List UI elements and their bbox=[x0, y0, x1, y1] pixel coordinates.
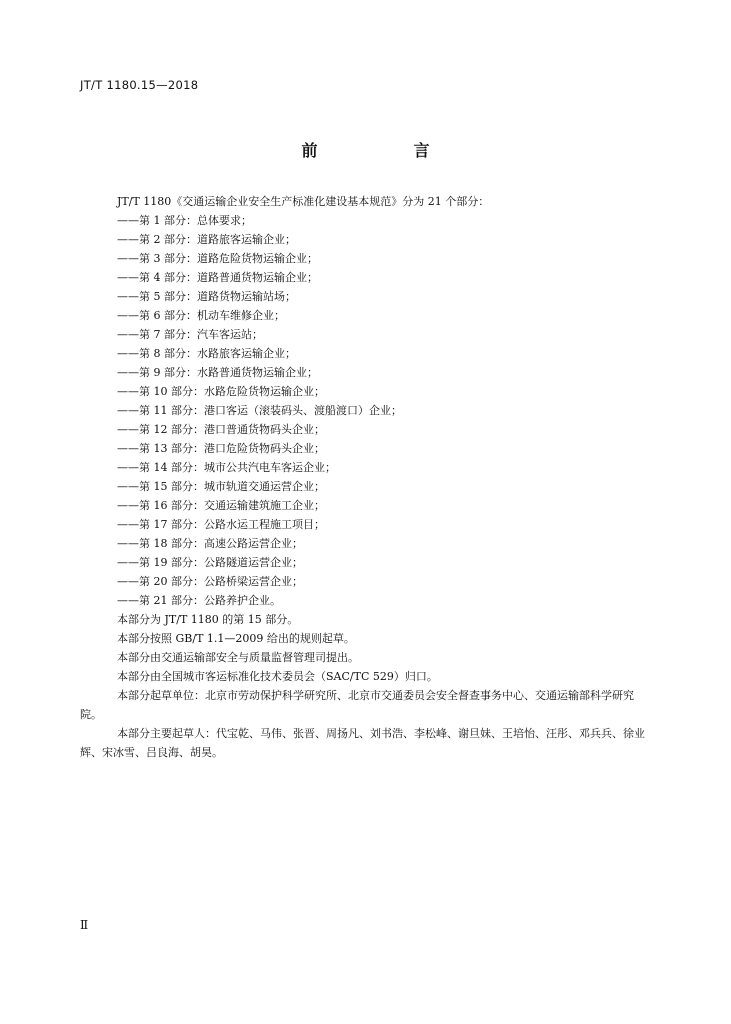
part-list-item: ——第 6 部分：机动车维修企业； bbox=[117, 309, 285, 322]
body-paragraph: 本部分起草单位：北京市劳动保护科学研究所、北京市交通委员会安全督查事务中心、交通运输部科学研究院。 bbox=[80, 689, 634, 721]
part-list-item: ——第 1 部分：总体要求； bbox=[117, 214, 252, 227]
part-list-item: ——第 7 部分：汽车客运站； bbox=[117, 328, 263, 341]
part-list-item: ——第 15 部分：城市轨道交通运营企业； bbox=[117, 480, 325, 493]
part-list-item: ——第 11 部分：港口客运（滚装码头、渡船渡口）企业； bbox=[117, 404, 402, 417]
part-list-item: ——第 13 部分：港口危险货物码头企业； bbox=[117, 442, 325, 455]
part-list-item: ——第 10 部分：水路危险货物运输企业； bbox=[117, 385, 325, 398]
page-number: Ⅱ bbox=[80, 918, 89, 932]
part-list-item: ——第 14 部分：城市公共汽电车客运企业； bbox=[117, 461, 336, 474]
part-list-item: ——第 4 部分：道路普通货物运输企业； bbox=[117, 271, 318, 284]
part-list-item: ——第 17 部分：公路水运工程施工项目； bbox=[117, 518, 325, 531]
part-list-item: ——第 9 部分：水路普通货物运输企业； bbox=[117, 366, 318, 379]
part-list-item: ——第 3 部分：道路危险货物运输企业； bbox=[117, 252, 318, 265]
body-paragraph: 本部分由交通运输部安全与质量监督管理司提出。 bbox=[117, 651, 359, 664]
document-body bbox=[80, 192, 650, 762]
part-list-item: ——第 8 部分：水路旅客运输企业； bbox=[117, 347, 296, 360]
paragraph-list bbox=[80, 610, 650, 762]
part-list-item: ——第 12 部分：港口普通货物码头企业； bbox=[117, 423, 325, 436]
part-list-item: ——第 21 部分：公路养护企业。 bbox=[117, 594, 281, 607]
part-list-item: ——第 18 部分：高速公路运营企业； bbox=[117, 537, 303, 550]
body-paragraph: 本部分按照 GB/T 1.1—2009 给出的规则起草。 bbox=[117, 632, 355, 645]
intro-text: JT/T 1180《交通运输企业安全生产标准化建设基本规范》分为 21 个部分： bbox=[117, 195, 490, 208]
body-paragraph: 本部分主要起草人：代宝乾、马伟、张晋、周扬凡、刘书浩、李松峰、谢旦妹、王培怡、汪彤、邓兵兵、徐业辉、宋冰雪、吕良海、胡昊。 bbox=[80, 727, 645, 759]
page-title: 前 言 bbox=[301, 141, 470, 160]
part-list-item: ——第 2 部分：道路旅客运输企业； bbox=[117, 233, 296, 246]
parts-list bbox=[80, 211, 650, 610]
body-paragraph: 本部分由全国城市客运标准化技术委员会（SAC/TC 529）归口。 bbox=[117, 670, 438, 683]
part-list-item: ——第 19 部分：公路隧道运营企业； bbox=[117, 556, 303, 569]
body-paragraph: 本部分为 JT/T 1180 的第 15 部分。 bbox=[117, 613, 299, 626]
part-list-item: ——第 16 部分：交通运输建筑施工企业； bbox=[117, 499, 325, 512]
standard-code: JT/T 1180.15—2018 bbox=[80, 78, 199, 92]
part-list-item: ——第 5 部分：道路货物运输站场； bbox=[117, 290, 296, 303]
part-list-item: ——第 20 部分：公路桥梁运营企业； bbox=[117, 575, 303, 588]
